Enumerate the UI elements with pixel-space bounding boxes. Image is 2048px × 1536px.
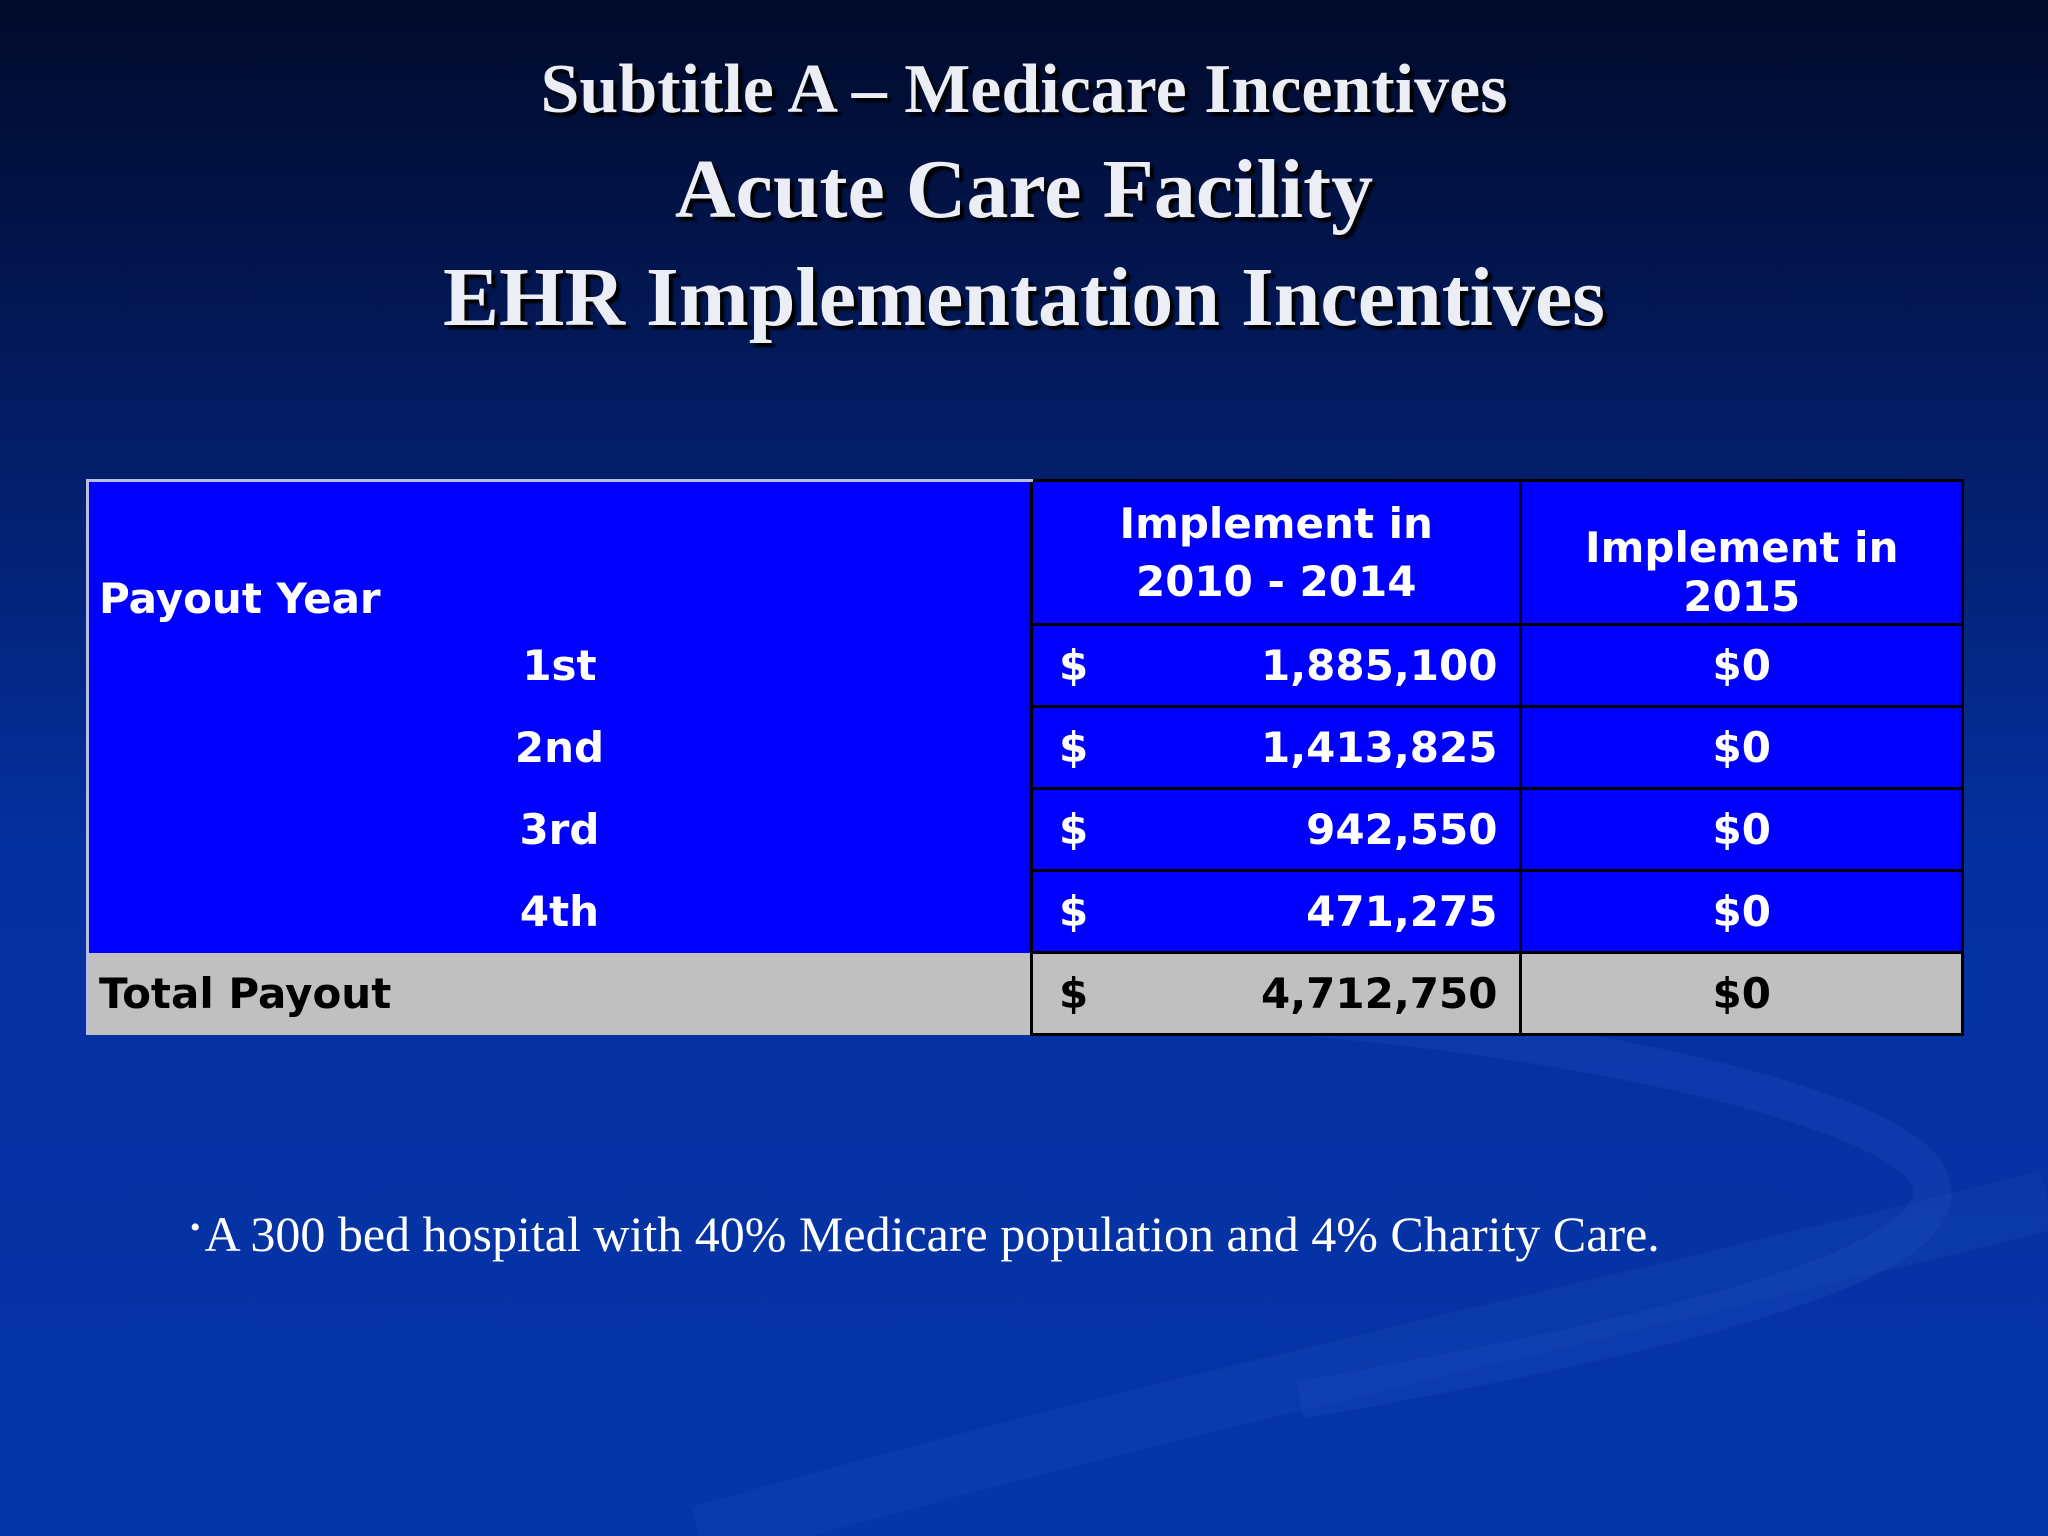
amount-2015-cell: $0 — [1521, 707, 1963, 789]
payout-year-cell: 4th — [88, 871, 1032, 953]
title-secondary: EHR Implementation Incentives — [443, 251, 1605, 344]
payout-year-cell: 2nd — [88, 707, 1032, 789]
note-text: A 300 bed hospital with 40% Medicare population and 4% Charity Care. — [204, 1206, 1660, 1262]
table-row — [88, 789, 1963, 871]
hospital-note — [190, 1196, 1660, 1266]
slide-title — [0, 44, 2048, 352]
header-implement-2010-2014 — [1031, 481, 1521, 625]
currency-symbol: $ — [1058, 641, 1089, 690]
header-payout-year: Payout Year — [88, 481, 1032, 625]
amount-cell — [1031, 707, 1521, 789]
amount-2015-cell: $0 — [1521, 789, 1963, 871]
amount-cell — [1031, 789, 1521, 871]
amount-cell — [1031, 871, 1521, 953]
header-a-line2: 2010 - 2014 — [1135, 556, 1417, 606]
title-subtitle: Subtitle A – Medicare Incentives — [540, 51, 1508, 128]
currency-symbol: $ — [1058, 723, 1089, 772]
total-payout-row — [88, 953, 1963, 1035]
table-row — [88, 871, 1963, 953]
table-header-row — [88, 481, 1963, 625]
bullet-icon: • — [190, 1211, 201, 1244]
amount-2015-cell: $0 — [1521, 625, 1963, 707]
amount-cell — [1031, 625, 1521, 707]
total-amount-cell — [1031, 953, 1521, 1035]
total-amount-value: 4,712,750 — [1260, 969, 1498, 1018]
currency-symbol: $ — [1058, 969, 1089, 1018]
currency-symbol: $ — [1058, 805, 1089, 854]
table-row — [88, 625, 1963, 707]
total-payout-label: Total Payout — [88, 953, 1032, 1035]
header-a-line1: Implement in — [1119, 498, 1433, 548]
amount-value: 1,885,100 — [1260, 641, 1498, 690]
table-row — [88, 707, 1963, 789]
payout-year-cell: 3rd — [88, 789, 1032, 871]
header-implement-2015: Implement in 2015 — [1521, 481, 1963, 625]
title-main: Acute Care Facility — [674, 143, 1374, 236]
amount-2015-cell: $0 — [1521, 871, 1963, 953]
amount-value: 471,275 — [1306, 887, 1498, 936]
total-amount-2015-cell: $0 — [1521, 953, 1963, 1035]
currency-symbol: $ — [1058, 887, 1089, 936]
amount-value: 942,550 — [1306, 805, 1498, 854]
payout-table — [86, 479, 1964, 1036]
amount-value: 1,413,825 — [1260, 723, 1498, 772]
payout-year-cell: 1st — [88, 625, 1032, 707]
